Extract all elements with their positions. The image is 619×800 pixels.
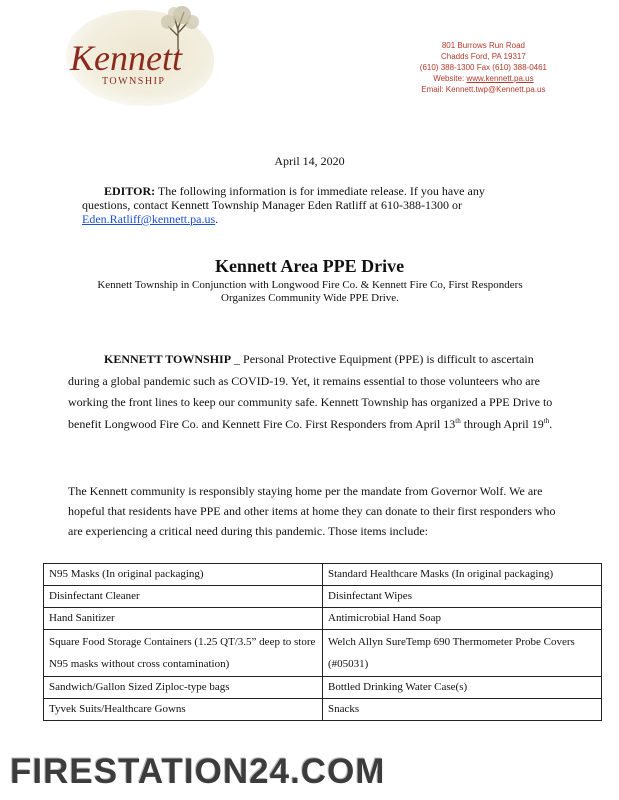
table-cell: Bottled Drinking Water Case(s) — [323, 677, 602, 699]
table-cell: Tyvek Suits/Healthcare Gowns — [44, 699, 323, 721]
table-cell: Sandwich/Gallon Sized Ziploc-type bags — [44, 677, 323, 699]
township-logo — [58, 6, 218, 110]
page-title: Kennett Area PPE Drive — [214, 256, 405, 276]
table-row — [44, 564, 602, 586]
para1-sup1: th — [455, 416, 461, 425]
email-address: Kennett.twp@Kennett.pa.us — [445, 85, 546, 94]
table-row — [44, 630, 602, 677]
website-link[interactable]: www.kennett.pa.us — [466, 74, 534, 83]
table-cell: N95 Masks (In original packaging) — [44, 564, 323, 586]
table-cell: Welch Allyn SureTemp 690 Thermometer Probe Covers (#05031) — [323, 630, 602, 677]
para1-end: . — [549, 416, 553, 431]
table-cell: Disinfectant Wipes — [323, 586, 602, 608]
release-date: April 14, 2020 — [274, 154, 345, 168]
para1-sep: _ — [231, 352, 244, 366]
body-paragraph-2: The Kennett community is responsibly staying home per the mandate from Governor Wolf. We are hopeful that residents have PPE and other items at home they can donate to their first responders who are experiencing a critical need during this pandemic. Those items include: — [68, 484, 556, 538]
editor-lead: EDITOR: — [104, 184, 156, 198]
logo-name: Kennett — [70, 38, 182, 78]
email-line — [420, 84, 547, 95]
table-row — [44, 699, 602, 721]
watermark: FIRESTATION24.COM — [10, 752, 386, 791]
table-row — [44, 586, 602, 608]
para1-sup2: th — [543, 416, 550, 425]
address-line1: 801 Burrows Run Road — [441, 41, 525, 50]
table-row — [44, 608, 602, 630]
address-block — [420, 40, 547, 95]
para1-text: Personal Protective Equipment (PPE) is difficult to ascertain during a global pandemic such as COVID-19. Yet, it remains essential to those volunteers who are working the front lines to keep our community safe. Kennett Township has organized a PPE Drive to benefit Longwood Fire Co. and Kennett Fire Co. First Responders from April 13 — [68, 352, 553, 431]
website-line — [420, 73, 547, 84]
table-cell: Disinfectant Cleaner — [44, 586, 323, 608]
page-subtitle — [40, 279, 580, 305]
subtitle-line1: Kennett Township in Conjunction with Longwood Fire Co. & Kennett Fire Co, First Responders — [97, 279, 523, 291]
email-label: Email: — [421, 85, 444, 94]
body-paragraph-1 — [68, 349, 558, 435]
editor-email-link[interactable]: Eden.Ratliff@kennett.pa.us — [82, 212, 216, 226]
subtitle-line2: Organizes Community Wide PPE Drive. — [221, 292, 399, 304]
items-table — [43, 563, 602, 721]
table-cell: Antimicrobial Hand Soap — [323, 608, 602, 630]
table-cell: Standard Healthcare Masks (In original packaging) — [323, 564, 602, 586]
editor-text: The following information is for immediate release. If you have any questions, contact Kennett Township Manager Eden Ratliff at 610-388-1300 or — [82, 184, 485, 212]
address-line2: Chadds Ford, PA 19317 — [441, 52, 526, 61]
table-cell: Snacks — [323, 699, 602, 721]
para1-mid: through April 19 — [460, 416, 544, 431]
editor-end: . — [215, 212, 219, 226]
table-cell: Hand Sanitizer — [44, 608, 323, 630]
logo-subtitle: TOWNSHIP — [102, 76, 166, 87]
table-row — [44, 677, 602, 699]
phone-fax: (610) 388-1300 Fax (610) 388-0461 — [419, 63, 547, 72]
editor-note — [82, 184, 532, 226]
table-cell: Square Food Storage Containers (1.25 QT/3.5” deep to store N95 masks without cross contamination) — [44, 630, 323, 677]
website-label: Website: — [433, 74, 465, 83]
para1-lead: KENNETT TOWNSHIP — [104, 352, 232, 366]
